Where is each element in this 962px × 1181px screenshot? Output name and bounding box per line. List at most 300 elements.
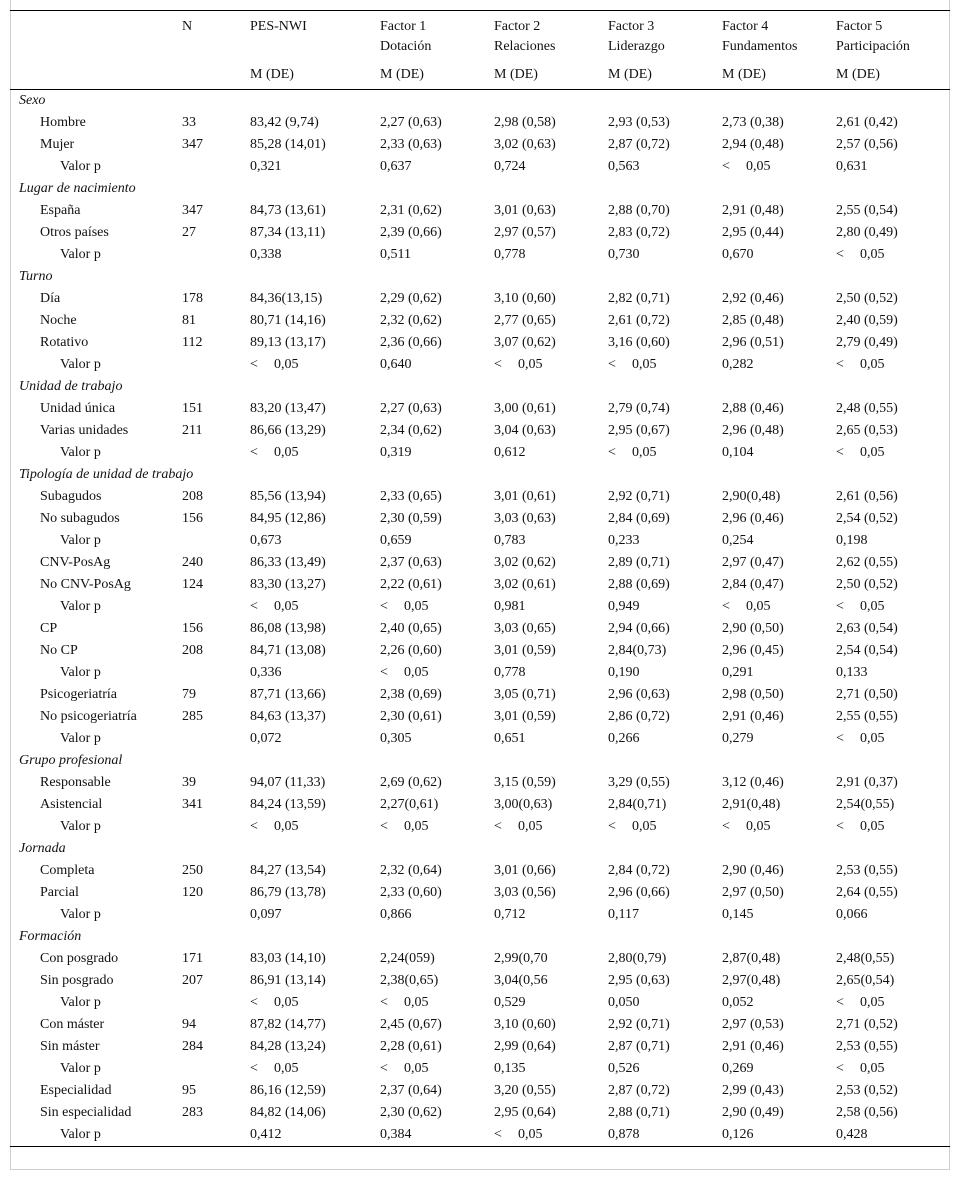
f3-cell: 2,86 (0,72) — [608, 709, 670, 724]
table-row — [10, 420, 950, 442]
header-factor-3 — [608, 11, 722, 66]
pes-cell: 86,91 (13,14) — [250, 973, 326, 988]
table-row — [10, 574, 950, 596]
header-factor-5 — [836, 11, 950, 66]
f2-cell: 3,01 (0,59) — [494, 643, 556, 658]
f4-cell: 0,279 — [722, 731, 754, 746]
less-than-sign: < — [836, 445, 844, 460]
f5-cell: 2,80 (0,49) — [836, 225, 898, 240]
f5-cell — [836, 992, 950, 1014]
f4-cell: 0,254 — [722, 533, 754, 548]
f4-cell: 2,91 (0,46) — [722, 1039, 784, 1054]
f4-cell: 2,97 (0,50) — [722, 885, 784, 900]
p-value-row — [10, 992, 950, 1014]
n-cell: 156 — [182, 621, 203, 636]
f5-cell: 2,50 (0,52) — [836, 291, 898, 306]
row-label: Varias unidades — [40, 423, 129, 438]
pes-cell: 84,36(13,15) — [250, 291, 323, 306]
f5-cell: 2,55 (0,55) — [836, 709, 898, 724]
header-factor-2-name: Relaciones — [494, 39, 556, 54]
threshold-value: 0,05 — [632, 445, 657, 460]
row-label: Valor p — [60, 731, 101, 746]
pes-cell: 87,34 (13,11) — [250, 225, 326, 240]
f5-cell — [836, 596, 950, 618]
f2-cell: 3,03 (0,56) — [494, 885, 556, 900]
header-factor-3-name: Liderazgo — [608, 39, 665, 54]
f3-cell: 2,92 (0,71) — [608, 489, 670, 504]
less-than-sign: < — [608, 445, 616, 460]
table-row — [10, 794, 950, 816]
pes-cell: 80,71 (14,16) — [250, 313, 326, 328]
f1-cell: 2,31 (0,62) — [380, 203, 442, 218]
f4-cell — [722, 816, 836, 838]
header-stat-pes: M (DE) — [250, 65, 380, 90]
f4-cell: 2,96 (0,45) — [722, 643, 784, 658]
row-label: Psicogeriatría — [40, 687, 117, 702]
table-row — [10, 706, 950, 728]
pes-cell: 0,412 — [250, 1124, 380, 1147]
f5-cell — [836, 816, 950, 838]
f4-cell: 2,91 (0,46) — [722, 709, 784, 724]
n-cell — [182, 354, 250, 376]
n-cell: 171 — [182, 951, 203, 966]
f2-cell: 0,651 — [494, 731, 526, 746]
row-label: Mujer — [40, 137, 75, 152]
n-cell: 112 — [182, 335, 203, 350]
f3-cell: 2,82 (0,71) — [608, 291, 670, 306]
p-value-row — [10, 728, 950, 750]
f2-cell: 3,02 (0,61) — [494, 577, 556, 592]
f3-cell: 0,878 — [608, 1124, 722, 1147]
less-than-sign: < — [494, 1127, 502, 1142]
f2-cell: 3,01 (0,66) — [494, 863, 556, 878]
f4-cell: 2,73 (0,38) — [722, 115, 784, 130]
group-header-row — [10, 266, 950, 288]
n-cell: 95 — [182, 1083, 196, 1098]
f5-cell: 2,54 (0,54) — [836, 643, 898, 658]
less-than-sign: < — [380, 599, 388, 614]
row-label: No CP — [40, 643, 78, 658]
group-header-row — [10, 90, 950, 113]
f5-cell: 2,61 (0,42) — [836, 115, 898, 130]
f4-cell: 3,12 (0,46) — [722, 775, 784, 790]
table-row — [10, 310, 950, 332]
n-cell: 208 — [182, 489, 203, 504]
f2-cell — [494, 816, 608, 838]
table-row — [10, 618, 950, 640]
table-row — [10, 772, 950, 794]
pes-cell: 86,79 (13,78) — [250, 885, 326, 900]
f4-cell: 2,96 (0,46) — [722, 511, 784, 526]
f2-cell: 3,04 (0,63) — [494, 423, 556, 438]
f2-cell: 0,981 — [494, 599, 526, 614]
f5-cell: 2,55 (0,54) — [836, 203, 898, 218]
p-value-row — [10, 442, 950, 464]
f5-cell: 2,40 (0,59) — [836, 313, 898, 328]
n-cell: 81 — [182, 313, 196, 328]
pes-cell: 89,13 (13,17) — [250, 335, 326, 350]
f3-cell: 0,563 — [608, 159, 640, 174]
n-cell: 151 — [182, 401, 203, 416]
table-row — [10, 112, 950, 134]
header-factor-4-number: Factor 4 — [722, 19, 769, 34]
threshold-value: 0,05 — [746, 819, 771, 834]
pes-cell — [250, 992, 380, 1014]
row-label: Valor p — [60, 599, 101, 614]
row-label: Día — [40, 291, 61, 306]
f5-cell: 2,91 (0,37) — [836, 775, 898, 790]
row-label: Valor p — [60, 247, 101, 262]
threshold-value: 0,05 — [404, 665, 429, 680]
f4-cell: 2,84 (0,47) — [722, 577, 784, 592]
f5-cell: 2,58 (0,56) — [836, 1105, 898, 1120]
f3-cell: 2,94 (0,66) — [608, 621, 670, 636]
threshold-value: 0,05 — [632, 357, 657, 372]
f1-cell: 0,319 — [380, 445, 412, 460]
f4-cell: 2,91 (0,48) — [722, 203, 784, 218]
f1-cell: 2,33 (0,63) — [380, 137, 442, 152]
n-cell: 341 — [182, 797, 203, 812]
f1-cell: 2,30 (0,59) — [380, 511, 442, 526]
group-title: Grupo profesional — [19, 753, 123, 768]
table-row — [10, 486, 950, 508]
f3-cell: 2,84 (0,69) — [608, 511, 670, 526]
f4-cell: 0,052 — [722, 995, 754, 1010]
f5-cell: 2,65 (0,53) — [836, 423, 898, 438]
f1-cell — [380, 662, 494, 684]
f3-cell: 2,88 (0,70) — [608, 203, 670, 218]
f4-cell: 2,87(0,48) — [722, 951, 781, 966]
pes-cell — [250, 816, 380, 838]
row-label: Valor p — [60, 907, 101, 922]
threshold-value: 0,05 — [632, 819, 657, 834]
f3-cell: 2,84 (0,72) — [608, 863, 670, 878]
n-cell: 207 — [182, 973, 203, 988]
row-label: Subagudos — [40, 489, 102, 504]
f3-cell: 0,949 — [608, 599, 640, 614]
group-title: Tipología de unidad de trabajo — [19, 467, 194, 482]
f3-cell — [608, 354, 722, 376]
f3-cell: 3,16 (0,60) — [608, 335, 670, 350]
f4-cell: 0,670 — [722, 247, 754, 262]
f4-cell: 2,88 (0,46) — [722, 401, 784, 416]
row-label: Con posgrado — [40, 951, 119, 966]
f1-cell: 2,27 (0,63) — [380, 401, 442, 416]
f5-cell — [836, 442, 950, 464]
pes-cell — [250, 442, 380, 464]
row-label: Parcial — [40, 885, 79, 900]
n-cell: 211 — [182, 423, 203, 438]
f2-cell: 0,778 — [494, 247, 526, 262]
f4-cell: 0,282 — [722, 357, 754, 372]
n-cell: 285 — [182, 709, 203, 724]
pes-cell: 94,07 (11,33) — [250, 775, 326, 790]
p-value-row — [10, 1124, 950, 1147]
less-than-sign: < — [836, 731, 844, 746]
n-cell: 178 — [182, 291, 203, 306]
header-factor-1-number: Factor 1 — [380, 19, 427, 34]
group-title: Turno — [19, 269, 53, 284]
pes-cell: 0,097 — [250, 907, 282, 922]
f5-cell — [836, 728, 950, 750]
f1-cell: 0,637 — [380, 159, 412, 174]
n-cell: 284 — [182, 1039, 203, 1054]
header-factor-4-name: Fundamentos — [722, 39, 798, 54]
row-label: España — [40, 203, 81, 218]
f1-cell: 2,24(059) — [380, 951, 435, 966]
n-cell: 79 — [182, 687, 196, 702]
table-row — [10, 1036, 950, 1058]
table-row — [10, 948, 950, 970]
f2-cell: 3,10 (0,60) — [494, 1017, 556, 1032]
row-label: Valor p — [60, 1061, 101, 1076]
n-cell — [182, 156, 250, 178]
f2-cell: 3,07 (0,62) — [494, 335, 556, 350]
threshold-value: 0,05 — [860, 995, 885, 1010]
pes-cell: 83,30 (13,27) — [250, 577, 326, 592]
threshold-value: 0,05 — [860, 357, 885, 372]
f2-cell: 3,01 (0,63) — [494, 203, 556, 218]
f2-cell: 0,529 — [494, 995, 526, 1010]
row-label: CNV-PosAg — [40, 555, 111, 570]
f2-cell: 2,99(0,70 — [494, 951, 548, 966]
f3-cell: 2,87 (0,72) — [608, 1083, 670, 1098]
f1-cell: 2,37 (0,63) — [380, 555, 442, 570]
table-row — [10, 222, 950, 244]
f4-cell: 2,97(0,48) — [722, 973, 781, 988]
f5-cell: 2,53 (0,55) — [836, 1039, 898, 1054]
f4-cell: 2,99 (0,43) — [722, 1083, 784, 1098]
f3-cell: 2,87 (0,72) — [608, 137, 670, 152]
row-label: Completa — [40, 863, 95, 878]
pes-cell: 86,16 (12,59) — [250, 1083, 326, 1098]
n-cell — [182, 662, 250, 684]
f1-cell: 0,659 — [380, 533, 412, 548]
f3-cell: 0,190 — [608, 665, 640, 680]
header-stat-empty — [182, 65, 250, 90]
threshold-value: 0,05 — [404, 995, 429, 1010]
less-than-sign: < — [836, 1061, 844, 1076]
n-cell — [182, 1058, 250, 1080]
pes-cell: 86,33 (13,49) — [250, 555, 326, 570]
p-value-row — [10, 816, 950, 838]
n-cell: 27 — [182, 225, 196, 240]
f1-cell: 0,384 — [380, 1124, 494, 1147]
f2-cell: 3,10 (0,60) — [494, 291, 556, 306]
f4-cell: 2,97 (0,53) — [722, 1017, 784, 1032]
threshold-value: 0,05 — [860, 247, 885, 262]
less-than-sign: < — [380, 995, 388, 1010]
pes-cell: 83,03 (14,10) — [250, 951, 326, 966]
f1-cell: 0,511 — [380, 247, 411, 262]
row-label: Con máster — [40, 1017, 105, 1032]
p-value-row — [10, 904, 950, 926]
f4-cell: 0,126 — [722, 1124, 836, 1147]
f4-cell: 2,90(0,48) — [722, 489, 781, 504]
f4-cell: 0,145 — [722, 907, 754, 922]
less-than-sign: < — [380, 665, 388, 680]
pes-cell: 85,28 (14,01) — [250, 137, 326, 152]
n-cell — [182, 1124, 250, 1147]
threshold-value: 0,05 — [274, 995, 299, 1010]
f4-cell: 2,98 (0,50) — [722, 687, 784, 702]
less-than-sign: < — [836, 819, 844, 834]
row-label: Sin posgrado — [40, 973, 114, 988]
f3-cell: 2,89 (0,71) — [608, 555, 670, 570]
f2-cell: 0,724 — [494, 159, 526, 174]
table-row — [10, 860, 950, 882]
less-than-sign: < — [494, 819, 502, 834]
f4-cell: 2,85 (0,48) — [722, 313, 784, 328]
f5-cell: 2,48(0,55) — [836, 951, 895, 966]
table-row — [10, 398, 950, 420]
header-factor-4 — [722, 11, 836, 66]
threshold-value: 0,05 — [860, 445, 885, 460]
f3-cell: 2,88 (0,69) — [608, 577, 670, 592]
f5-cell — [836, 354, 950, 376]
f4-cell: 2,94 (0,48) — [722, 137, 784, 152]
row-label: Valor p — [60, 159, 101, 174]
threshold-value: 0,05 — [274, 445, 299, 460]
row-label: Responsable — [40, 775, 111, 790]
n-cell — [182, 530, 250, 552]
less-than-sign: < — [250, 995, 258, 1010]
table-row — [10, 970, 950, 992]
f1-cell: 2,22 (0,61) — [380, 577, 442, 592]
f4-cell: 0,104 — [722, 445, 754, 460]
f1-cell: 2,30 (0,61) — [380, 709, 442, 724]
f2-cell: 3,02 (0,63) — [494, 137, 556, 152]
f4-cell: 2,95 (0,44) — [722, 225, 784, 240]
group-header-row — [10, 464, 950, 486]
pes-cell: 83,42 (9,74) — [250, 115, 319, 130]
f2-cell: 2,98 (0,58) — [494, 115, 556, 130]
f1-cell: 2,34 (0,62) — [380, 423, 442, 438]
pes-cell: 84,24 (13,59) — [250, 797, 326, 812]
threshold-value: 0,05 — [274, 357, 299, 372]
f3-cell — [608, 442, 722, 464]
f1-cell — [380, 1058, 494, 1080]
f5-cell — [836, 1058, 950, 1080]
f2-cell: 0,135 — [494, 1061, 526, 1076]
group-header-row — [10, 838, 950, 860]
less-than-sign: < — [380, 819, 388, 834]
group-title: Sexo — [19, 93, 46, 108]
f1-cell: 0,866 — [380, 907, 412, 922]
threshold-value: 0,05 — [404, 1061, 429, 1076]
row-label: Noche — [40, 313, 77, 328]
f4-cell: 2,97 (0,47) — [722, 555, 784, 570]
table-row — [10, 640, 950, 662]
row-label: CP — [40, 621, 58, 636]
header-stat-f4: M (DE) — [722, 65, 836, 90]
less-than-sign: < — [836, 599, 844, 614]
f4-cell: 2,96 (0,51) — [722, 335, 784, 350]
table-row — [10, 684, 950, 706]
f1-cell: 2,30 (0,62) — [380, 1105, 442, 1120]
n-cell — [182, 992, 250, 1014]
f2-cell: 0,612 — [494, 445, 526, 460]
n-cell: 124 — [182, 577, 203, 592]
pes-cell — [250, 354, 380, 376]
threshold-value: 0,05 — [746, 159, 771, 174]
f1-cell: 2,40 (0,65) — [380, 621, 442, 636]
row-label: Valor p — [60, 665, 101, 680]
header-factor-1 — [380, 11, 494, 66]
f2-cell: 2,99 (0,64) — [494, 1039, 556, 1054]
pes-cell — [250, 1058, 380, 1080]
f2-cell: 2,95 (0,64) — [494, 1105, 556, 1120]
threshold-value: 0,05 — [518, 1127, 543, 1142]
n-cell: 39 — [182, 775, 196, 790]
f1-cell: 2,36 (0,66) — [380, 335, 442, 350]
row-label: No CNV-PosAg — [40, 577, 131, 592]
less-than-sign: < — [494, 357, 502, 372]
f2-cell: 3,00(0,63) — [494, 797, 553, 812]
less-than-sign: < — [836, 357, 844, 372]
f4-cell — [722, 596, 836, 618]
pes-cell: 84,82 (14,06) — [250, 1105, 326, 1120]
f5-cell: 2,64 (0,55) — [836, 885, 898, 900]
threshold-value: 0,05 — [860, 731, 885, 746]
f1-cell — [380, 816, 494, 838]
p-value-row — [10, 1058, 950, 1080]
f1-cell: 2,32 (0,62) — [380, 313, 442, 328]
row-label: Valor p — [60, 819, 101, 834]
n-cell — [182, 816, 250, 838]
header-n: N — [182, 11, 250, 66]
group-title: Jornada — [19, 841, 66, 856]
f2-cell: 3,03 (0,63) — [494, 511, 556, 526]
pes-cell: 84,27 (13,54) — [250, 863, 326, 878]
pes-cell: 84,63 (13,37) — [250, 709, 326, 724]
threshold-value: 0,05 — [860, 819, 885, 834]
f2-cell: 3,02 (0,62) — [494, 555, 556, 570]
f4-cell: 2,90 (0,49) — [722, 1105, 784, 1120]
pes-cell: 84,28 (13,24) — [250, 1039, 326, 1054]
n-cell: 33 — [182, 115, 196, 130]
row-label: Otros países — [40, 225, 109, 240]
table-row — [10, 882, 950, 904]
n-cell — [182, 244, 250, 266]
row-label: Sin máster — [40, 1039, 100, 1054]
less-than-sign: < — [722, 819, 730, 834]
table-row — [10, 552, 950, 574]
threshold-value: 0,05 — [518, 819, 543, 834]
header-variable — [10, 11, 182, 66]
threshold-value: 0,05 — [404, 819, 429, 834]
f3-cell: 2,93 (0,53) — [608, 115, 670, 130]
f1-cell: 2,37 (0,64) — [380, 1083, 442, 1098]
header-factor-1-name: Dotación — [380, 39, 432, 54]
n-cell: 208 — [182, 643, 203, 658]
pes-cell: 87,71 (13,66) — [250, 687, 326, 702]
f4-cell — [722, 156, 836, 178]
pes-cell: 87,82 (14,77) — [250, 1017, 326, 1032]
group-title: Lugar de nacimiento — [19, 181, 136, 196]
f5-cell: 2,57 (0,56) — [836, 137, 898, 152]
f5-cell: 2,48 (0,55) — [836, 401, 898, 416]
p-value-row — [10, 662, 950, 684]
n-cell: 250 — [182, 863, 203, 878]
f3-cell: 0,730 — [608, 247, 640, 262]
f5-cell: 2,71 (0,50) — [836, 687, 898, 702]
pes-cell: 84,95 (12,86) — [250, 511, 326, 526]
row-label: No subagudos — [40, 511, 120, 526]
p-value-row — [10, 530, 950, 552]
less-than-sign: < — [380, 1061, 388, 1076]
n-cell — [182, 904, 250, 926]
